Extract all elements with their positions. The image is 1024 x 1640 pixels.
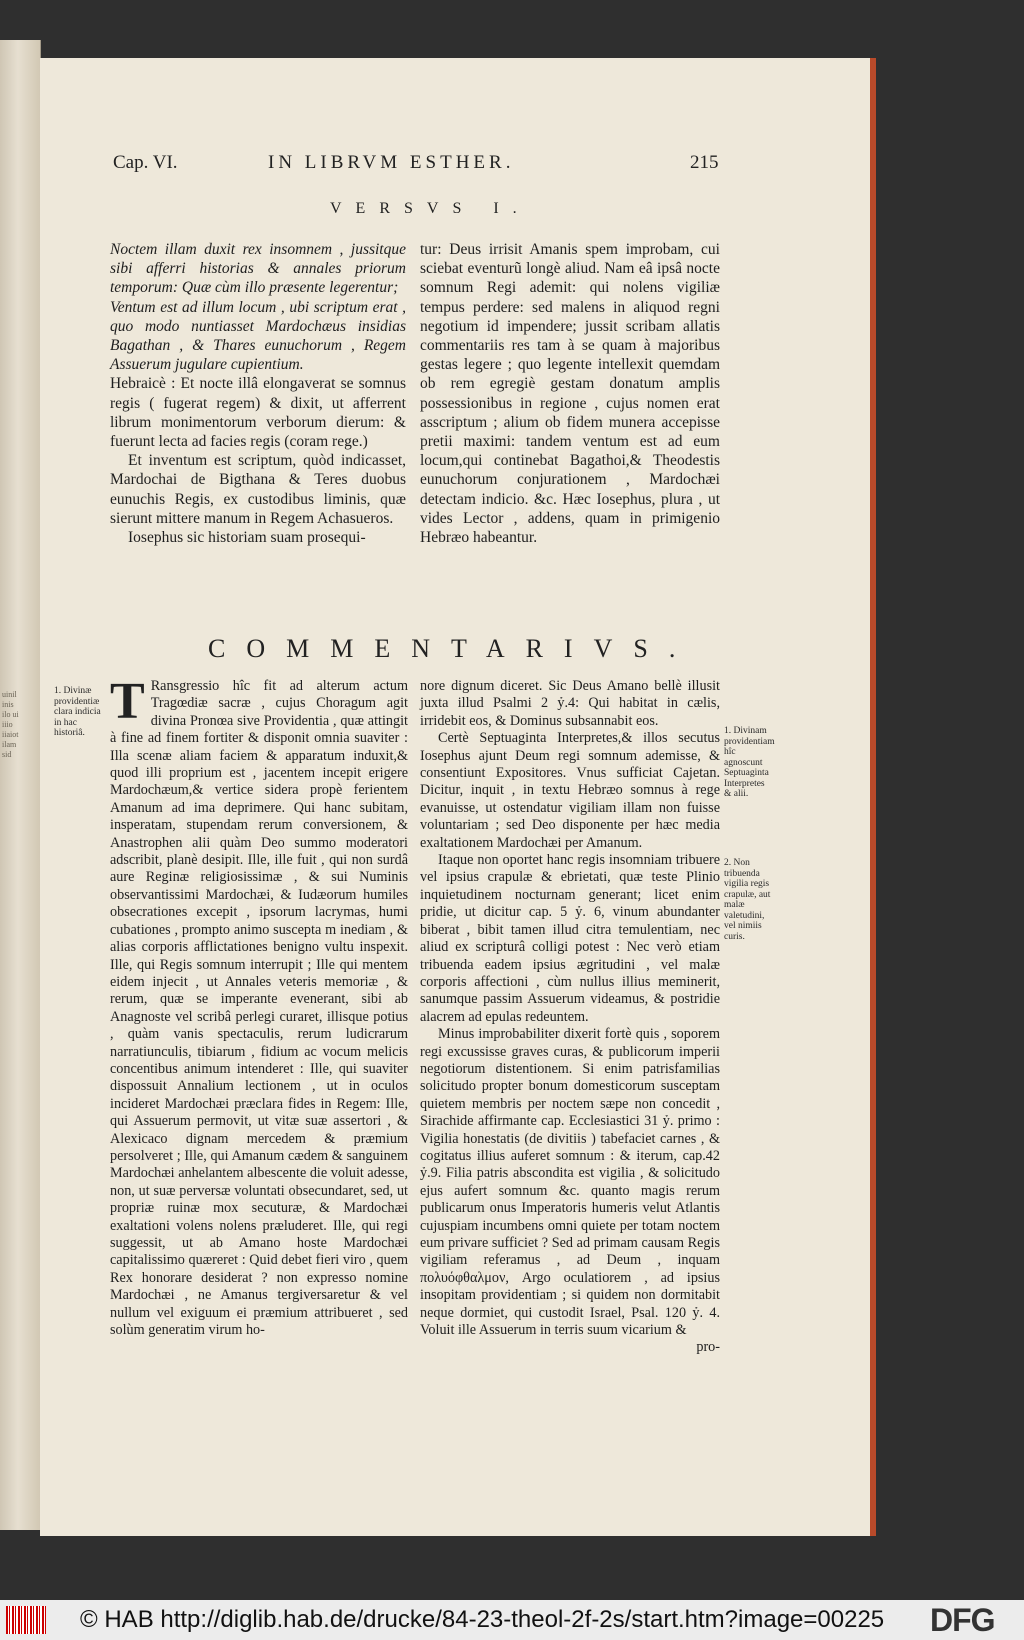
footer-bar (0, 1600, 1024, 1640)
drop-cap: T (110, 673, 145, 730)
chapter-label: Cap. VI. (113, 152, 178, 173)
hebrew-rendering: Hebraicè : Et nocte illâ elongaverat se somnus regis ( fugerat regem) & dixit, ut afferrent librum monimentorum verborum dierum: & fuerunt lecta ad facies regis (coram rege.) (110, 375, 406, 451)
biblical-text-1: Noctem illam duxit rex insomnem , jussitque sibi afferri historias & annales priorum temporum: Quæ cùm illo præsente legerentur; (110, 241, 406, 297)
commentary-right-p3: Itaque non oportet hanc regis insomniam tribuere vel ipsius crapulæ & ebrietati, quæ teste Plinio inquietudinem nocturnam generant; licet enim pridie, ut dicitur cap. 5 ỷ. 6, vinum abundanter biberat , bibit tamen illud citra temulentiam, nec aliud ex scripturâ colligi potest : Nec verò etiam tribuenda eadem ipsius ægritudini , vel malæ corporis affectioni , cùm nullus illius meminerit, sanumque passim Assuerum videamus, & postridie alacrem ad epulas redeuntem. (420, 852, 720, 1025)
dfg-logo: DFG (930, 1602, 995, 1638)
adjacent-page-edge: uinil inis ilo ui iiio iiaiot ilam sid (0, 40, 41, 1530)
footer-url[interactable]: © HAB http://diglib.hab.de/drucke/84-23-theol-2f-2s/start.htm?image=00225 (80, 1606, 885, 1633)
margin-note-left: 1. Divinæ providentiæ clara indicia in hac historiâ. (54, 686, 101, 738)
commentary-right-p2: Certè Septuaginta Interpretes,& illos secutus Iosephus ajunt Deum regi somnum ademisse, & consentiunt Expositores. Vnus sufficiat Cajetan. Dicitur, inquit , in textu Hebræo somnus à rege evanuisse, ut ostendatur vigiliam illam non fuisse voluntariam ; sed Deo disponente per hæc media exaltationem Mardochæi per Amanum. (420, 730, 720, 851)
commentarius-heading: COMMENTARIVS. (208, 634, 697, 663)
running-title: IN LIBRVM ESTHER. (268, 152, 515, 173)
page-red-edge (870, 58, 876, 1536)
commentary-right-p4: Minus improbabiliter dixerit fortè quis , soporem regi excussisse graves curas, & publicorum imperii negotiorum distentionem. Si enim patrisfamilias solicitudo propter bonum domesticorum susceptam quietem membris per noctem sæpe non concedit , Sirachide affirmante cap. Ecclesiastici 31 ỷ. primo : Vigilia honestatis (de divitiis ) tabefaciet carnes , & cogitatus illius auferet somnum : & iterum, cap.42 ỷ.9. Filia patris abscondita est vigilia , & solicitudo ejus aufert somnum &c. quanto magis rerum publicarum onus Imperatoris humeris velut Atlantis cujuspiam incumbens omni quiete per totam noctem eum privare sufficiet ? Sed ad primam causam Regis vigiliam referamus , ad Deum , inquam πολυόφθαλμον, Argo oculatiorem , ad ipsius insopitam providentiam ; si quidem non dormitabit neque dormiet, qui custodit Israel, Psal. 120 ỷ. 4. Voluit ille Assuerum in terris suum vicarium & (420, 1026, 720, 1339)
versus-heading: VERSVS I. (330, 200, 531, 217)
hab-logo-icon (6, 1606, 46, 1634)
commentary-left-text: Ransgressio hîc fit ad alterum actum Tragœdiæ sacræ , cujus Choragum agit divina Pronœa sive Providentia , quæ attingit à fine ad finem fortiter & disponit omnia suaviter : Illa scenæ aliam faciem & apparatum induxit,& quod illi proprium est , jacentem incepit erigere Mardochæum,& vertice sidera propè ferientem Amanum ad ima deprimere. Qui hanc subitam, insperatam, stupendam rerum conversionem, & Anastrophen alii quàm Deo summo moderatori adscribit, planè desipit. Ille, ille fuit , qui non surdâ aure Reginæ religiosissimæ , & sui Numinis observantissimi Mardochæi, & Iudæorum humiles obsecrationes excepit , ipsorum lacrymas, humi cubationes , prompto animo suscepta m inediam , & alias corporis afflictationes benigno vultu inspexit. Ille, qui Regis somnum interrupit ; Ille qui mentem eidem injecit , ut Annales veteris memoriæ , & rerum, quæ se imperante evenerant, sibi ab Anagnoste vel scribâ perlegi curaret, illisque potius , quàm vanis spectaculis, rerum ludicrarum narratiunculis, tibiarum , fidium ac vocum melicis concentibus animum intenderet : Ille, qui suaviter dispossuit Annalium lectionem , ut in oculos incideret Mardochæi præclara fides in Regem: Ille, qui Assuerum permovit, ut vitæ suæ assertori , & Alexicaco dignam mercedem & præmium persolveret ; Ille, qui Amanum cædem & sanguinem Mardochæi anhelantem albescente die voluit adesse, non, ut suæ perversæ voluntati obsecundaret, sed, ut propriæ ruinæ mox secuturæ, & Mardochæi exaltationi volens nolens præluderet. Ille, qui regi suggessit, ut ab Amano hoste Mardochæi capitalissimo quæreret : Quid debet fieri viro , quem Rex honorare desiderat ? non expresso nomine Mardochæi , ne Amanus tergiversaretur & vel nullum vel exiguum ei præmium attribueret , sed solùm generatim virum ho- (110, 678, 408, 1339)
catchword: pro- (696, 1339, 720, 1356)
biblical-text-2: Ventum est ad illum locum , ubi scriptum erat , quo modo nuntiasset Mardochæus insidias Bagathan , & Thares eunuchorum , Regem Assuerum jugulare cupientium. (110, 298, 406, 374)
left-column (110, 240, 406, 547)
iosephus-intro: Iosephus sic historiam suam prosequi- (128, 529, 366, 547)
margin-note-right-2: 2. Non tribuenda vigilia regis crapulæ, aut malæ valetudini, vel nimiis curis. (724, 858, 771, 942)
right-column (420, 240, 720, 547)
margin-note-right-1: 1. Divinam providentiam hîc agnoscunt Septuaginta Interpretes & alii. (724, 726, 775, 799)
commentary-right-p1: nore dignum diceret. Sic Deus Amano bellè illusit juxta illud Psalmi 2 ỷ.4: Qui habitat in cælis, irridebit eos, & Dominus subsannabit eos. (420, 678, 720, 729)
commentary-right-column (420, 678, 720, 1357)
hebrew-rendering-2: Et inventum est scriptum, quòd indicasset, Mardochai de Bigthana & Teres duobus eunuchis Regis, ex custodibus liminis, quæ sierunt mittere manum in Regem Achasueros. (110, 452, 406, 527)
page-number: 215 (690, 152, 719, 173)
commentary-left-column (110, 673, 408, 1339)
iosephus-text: tur: Deus irrisit Amanis spem improbam, cui sciebat eventurũ longè aliud. Nam eâ ipsâ nocte somnum Regi ademit: qui nolens vigiliæ tempus perdere: sed malens in aliquod regni negotium id impendere; jussit scribam allatis commentariis res tam à se quam à majoribus gestas legere ; quo legente intellexit quemdam ob rem egregiè gestam donatum amplis possessionibus in regione , cujus nomen erat asscriptum ; alium ob fidem munera accepisse pretii maximi: tandem ventum est ad eum locum,qui continebat Bagathoi,& Theodestis eunuchorum conjurationem , Mardochæi detectam indicio. &c. Hæc Iosephus, plura , ut vides Lector , addens, quam in primigenio Hebræo habeantur. (420, 241, 720, 547)
